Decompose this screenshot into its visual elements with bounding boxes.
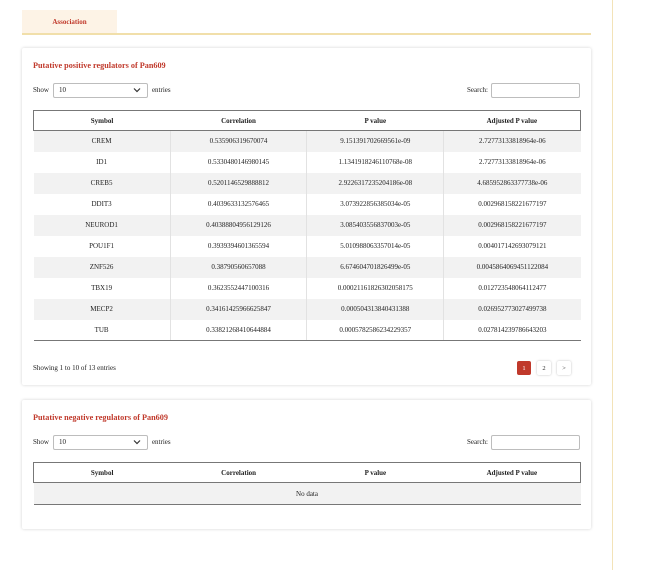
next-page-button[interactable]: > <box>557 361 571 375</box>
page-size-control <box>33 434 171 450</box>
correlation-cell: 0.33821268410644884 <box>170 320 307 341</box>
adjusted-p-value-cell: 0.026952773027499738 <box>444 299 581 320</box>
adjusted-p-value-cell: 4.685952863377738e-06 <box>444 173 581 194</box>
adjusted-p-value-cell: 0.004017142693079121 <box>444 236 581 257</box>
p-value-cell: 3.085403556837003e-05 <box>307 215 444 236</box>
empty-row <box>34 483 581 505</box>
adjusted-p-value-cell: 0.0045864069451122084 <box>444 257 581 278</box>
adjusted-p-value-cell: 0.002968158221677197 <box>444 194 581 215</box>
show-label: Show <box>33 86 49 94</box>
table-header-row <box>34 111 581 131</box>
tab-association[interactable]: Association <box>22 10 117 33</box>
page-button-1[interactable]: 1 <box>517 361 531 375</box>
adjusted-p-value-cell: 0.027814239786643203 <box>444 320 581 341</box>
search-input[interactable] <box>491 435 580 450</box>
page-size-select[interactable] <box>53 435 148 450</box>
p-value-cell: 0.000504313840431388 <box>307 299 444 320</box>
p-value-cell: 1.1341918246110768e-08 <box>307 152 444 173</box>
p-value-cell: 2.9226317235204186e-08 <box>307 173 444 194</box>
correlation-cell: 0.38790560657088 <box>170 257 307 278</box>
show-label: Show <box>33 438 49 446</box>
adjusted-p-value-cell: 2.72773133818964e-06 <box>444 131 581 152</box>
adjusted-p-value-cell: 0.002968158221677197 <box>444 215 581 236</box>
correlation-cell: 0.4039633132576465 <box>170 194 307 215</box>
chevron-down-icon <box>132 437 142 447</box>
correlation-cell: 0.5201146529888812 <box>170 173 307 194</box>
column-header-symbol[interactable]: Symbol <box>34 111 171 131</box>
p-value-cell: 5.010988063357014e-05 <box>307 236 444 257</box>
symbol-cell: ID1 <box>96 158 108 166</box>
column-header-p-value[interactable]: P value <box>307 111 444 131</box>
positive-regulators-card <box>22 48 591 385</box>
page-size-control <box>33 82 171 98</box>
p-value-cell: 0.00021161826302058175 <box>307 278 444 299</box>
adjusted-p-value-cell: 0.012723548064112477 <box>444 278 581 299</box>
table-row <box>34 194 581 215</box>
symbol-cell: TBX19 <box>91 284 113 292</box>
page-size-value: 10 <box>58 86 66 94</box>
search-control <box>467 434 580 450</box>
symbol-cell: MECP2 <box>34 299 171 320</box>
column-header-adjusted-p-value[interactable]: Adjusted P value <box>444 463 581 483</box>
correlation-cell: 0.3939394601365594 <box>170 236 307 257</box>
p-value-cell: 6.674604701826499e-05 <box>307 257 444 278</box>
p-value-cell: 0.0005782586234229357 <box>307 320 444 341</box>
chevron-down-icon <box>132 85 142 95</box>
negative-table <box>33 462 581 505</box>
column-header-adjusted-p-value[interactable]: Adjusted P value <box>444 111 581 131</box>
entries-label: entries <box>151 438 171 446</box>
correlation-cell: 0.3623552447100316 <box>170 278 307 299</box>
table-row <box>34 299 581 320</box>
page-button-2[interactable]: 2 <box>537 361 551 375</box>
table-row <box>34 152 581 173</box>
table-row <box>34 131 581 152</box>
table-row <box>34 215 581 236</box>
column-header-correlation[interactable]: Correlation <box>170 111 307 131</box>
entries-label: entries <box>151 86 171 94</box>
column-header-p-value[interactable]: P value <box>307 463 444 483</box>
search-input[interactable] <box>491 83 580 98</box>
no-data-text: No data <box>34 483 581 505</box>
p-value-cell: 3.073922856385034e-05 <box>307 194 444 215</box>
search-label: Search: <box>467 86 488 94</box>
card-title: Putative negative regulators of Pan609 <box>33 413 168 422</box>
search-label: Search: <box>467 438 488 446</box>
table-row <box>34 257 581 278</box>
table-row <box>34 320 581 341</box>
correlation-cell: 0.5330480146980145 <box>170 152 307 173</box>
table-header-row <box>34 463 581 483</box>
positive-table <box>33 110 581 341</box>
page-size-select[interactable] <box>53 83 148 98</box>
correlation-cell: 0.40388804956129126 <box>170 215 307 236</box>
p-value-cell: 9.151391702669561e-09 <box>307 131 444 152</box>
column-header-symbol[interactable]: Symbol <box>34 463 171 483</box>
card-title: Putative positive regulators of Pan609 <box>33 61 166 70</box>
correlation-cell: 0.535906319670074 <box>170 131 307 152</box>
tab-bar <box>22 10 591 35</box>
adjusted-p-value-cell: 2.72773133818964e-06 <box>444 152 581 173</box>
symbol-cell: TUB <box>34 320 171 341</box>
symbol-cell: DDIT3 <box>91 200 112 208</box>
page-size-value: 10 <box>58 438 66 446</box>
search-control <box>467 82 580 98</box>
table-row <box>34 173 581 194</box>
correlation-cell: 0.34161425966625847 <box>170 299 307 320</box>
symbol-cell: ZNF526 <box>34 257 171 278</box>
table-row <box>34 236 581 257</box>
table-row <box>34 278 581 299</box>
symbol-cell: CREB5 <box>34 173 171 194</box>
pagination <box>517 361 571 375</box>
symbol-cell: CREM <box>34 131 171 152</box>
column-header-correlation[interactable]: Correlation <box>170 463 307 483</box>
symbol-cell: NEUROD1 <box>34 215 171 236</box>
negative-regulators-card <box>22 400 591 529</box>
symbol-cell: POU1F1 <box>89 242 115 250</box>
table-info: Showing 1 to 10 of 13 entries <box>33 364 116 372</box>
